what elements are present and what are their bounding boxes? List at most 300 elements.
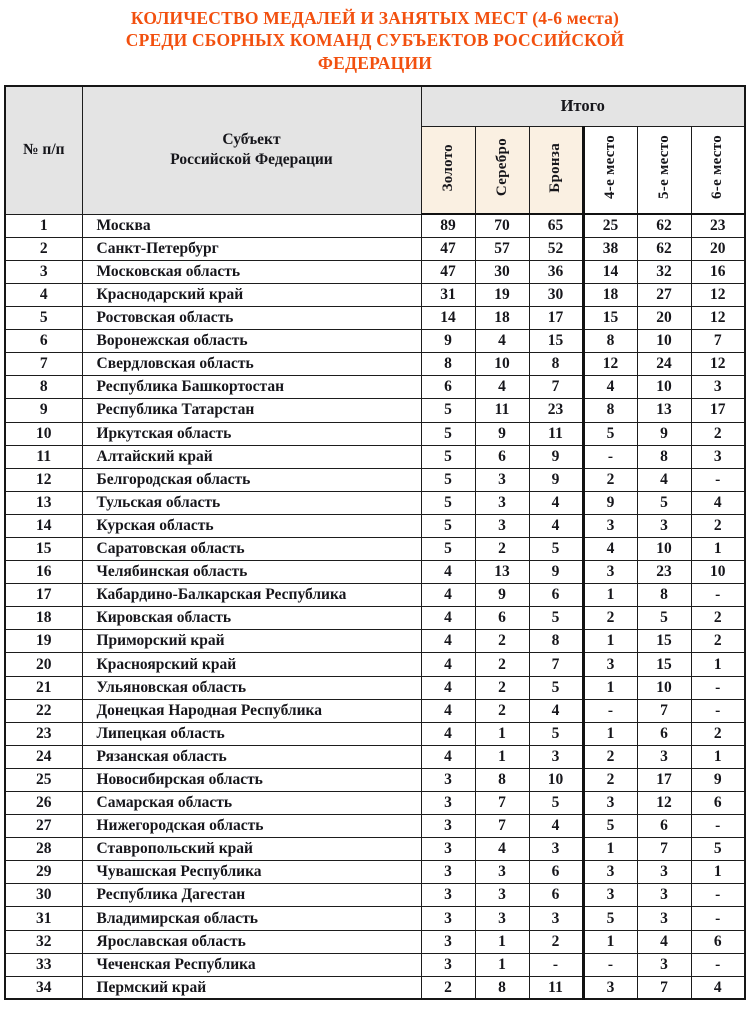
subject-cell: Чеченская Республика xyxy=(82,953,421,976)
place-4-cell: 18 xyxy=(583,283,637,306)
col-header-place-5 xyxy=(637,126,691,214)
row-number-cell: 6 xyxy=(5,330,82,353)
row-number-cell: 15 xyxy=(5,537,82,560)
bronze-cell: 5 xyxy=(529,792,583,815)
subject-cell: Красноярский край xyxy=(82,653,421,676)
table-row xyxy=(5,930,745,953)
silver-cell: 4 xyxy=(475,376,529,399)
col-header-place-6-label: 6-е место xyxy=(709,135,726,200)
row-number-cell: 30 xyxy=(5,884,82,907)
row-number-cell: 31 xyxy=(5,907,82,930)
place-6-cell: 6 xyxy=(691,930,745,953)
subject-cell: Иркутская область xyxy=(82,422,421,445)
place-5-cell: 62 xyxy=(637,237,691,260)
gold-cell: 4 xyxy=(421,745,475,768)
row-number-cell: 3 xyxy=(5,260,82,283)
place-6-cell: 12 xyxy=(691,307,745,330)
place-4-cell: 1 xyxy=(583,676,637,699)
place-4-cell: - xyxy=(583,445,637,468)
table-row xyxy=(5,861,745,884)
col-header-place-5-label: 5-е место xyxy=(655,135,672,200)
place-5-cell: 5 xyxy=(637,491,691,514)
row-number-cell: 11 xyxy=(5,445,82,468)
place-4-cell: 38 xyxy=(583,237,637,260)
silver-cell: 30 xyxy=(475,260,529,283)
gold-cell: 4 xyxy=(421,630,475,653)
table-row xyxy=(5,584,745,607)
subject-cell: Приморский край xyxy=(82,630,421,653)
place-5-cell: 17 xyxy=(637,768,691,791)
place-5-cell: 8 xyxy=(637,445,691,468)
subject-cell: Республика Татарстан xyxy=(82,399,421,422)
subject-cell: Свердловская область xyxy=(82,353,421,376)
subject-cell: Ульяновская область xyxy=(82,676,421,699)
table-row xyxy=(5,214,745,237)
place-6-cell: - xyxy=(691,584,745,607)
subject-cell: Челябинская область xyxy=(82,561,421,584)
gold-cell: 5 xyxy=(421,422,475,445)
row-number-cell: 4 xyxy=(5,283,82,306)
place-6-cell: 1 xyxy=(691,537,745,560)
gold-cell: 5 xyxy=(421,491,475,514)
table-row xyxy=(5,630,745,653)
col-header-bronze xyxy=(529,126,583,214)
gold-cell: 47 xyxy=(421,237,475,260)
gold-cell: 4 xyxy=(421,561,475,584)
table-row xyxy=(5,976,745,999)
row-number-cell: 25 xyxy=(5,768,82,791)
bronze-cell: 4 xyxy=(529,491,583,514)
silver-cell: 2 xyxy=(475,676,529,699)
subject-cell: Ставропольский край xyxy=(82,838,421,861)
subject-cell: Рязанская область xyxy=(82,745,421,768)
place-6-cell: 10 xyxy=(691,561,745,584)
table-row xyxy=(5,260,745,283)
row-number-cell: 7 xyxy=(5,353,82,376)
silver-cell: 13 xyxy=(475,561,529,584)
gold-cell: 5 xyxy=(421,468,475,491)
table-row xyxy=(5,907,745,930)
place-6-cell: 16 xyxy=(691,260,745,283)
place-4-cell: 3 xyxy=(583,561,637,584)
col-header-gold xyxy=(421,126,475,214)
place-5-cell: 27 xyxy=(637,283,691,306)
gold-cell: 4 xyxy=(421,607,475,630)
table-row xyxy=(5,653,745,676)
row-number-cell: 2 xyxy=(5,237,82,260)
bronze-cell: 4 xyxy=(529,699,583,722)
table-row xyxy=(5,676,745,699)
place-4-cell: 2 xyxy=(583,745,637,768)
gold-cell: 3 xyxy=(421,861,475,884)
place-6-cell: - xyxy=(691,699,745,722)
bronze-cell: 6 xyxy=(529,884,583,907)
bronze-cell: 11 xyxy=(529,976,583,999)
place-6-cell: 3 xyxy=(691,376,745,399)
row-number-cell: 22 xyxy=(5,699,82,722)
subject-cell: Чувашская Республика xyxy=(82,861,421,884)
place-4-cell: 1 xyxy=(583,584,637,607)
place-6-cell: 1 xyxy=(691,745,745,768)
table-row xyxy=(5,561,745,584)
bronze-cell: 11 xyxy=(529,422,583,445)
subject-cell: Тульская область xyxy=(82,491,421,514)
gold-cell: 4 xyxy=(421,676,475,699)
table-row xyxy=(5,745,745,768)
place-5-cell: 9 xyxy=(637,422,691,445)
place-5-cell: 32 xyxy=(637,260,691,283)
subject-cell: Донецкая Народная Республика xyxy=(82,699,421,722)
place-5-cell: 8 xyxy=(637,584,691,607)
gold-cell: 3 xyxy=(421,838,475,861)
place-5-cell: 5 xyxy=(637,607,691,630)
place-5-cell: 7 xyxy=(637,838,691,861)
place-4-cell: 8 xyxy=(583,399,637,422)
gold-cell: 5 xyxy=(421,399,475,422)
gold-cell: 3 xyxy=(421,792,475,815)
subject-cell: Санкт-Петербург xyxy=(82,237,421,260)
subject-cell: Нижегородская область xyxy=(82,815,421,838)
silver-cell: 4 xyxy=(475,330,529,353)
row-number-cell: 19 xyxy=(5,630,82,653)
bronze-cell: 3 xyxy=(529,745,583,768)
place-5-cell: 13 xyxy=(637,399,691,422)
silver-cell: 2 xyxy=(475,537,529,560)
bronze-cell: 6 xyxy=(529,584,583,607)
place-6-cell: 2 xyxy=(691,722,745,745)
row-number-cell: 8 xyxy=(5,376,82,399)
table-row xyxy=(5,445,745,468)
table-row xyxy=(5,514,745,537)
place-4-cell: - xyxy=(583,699,637,722)
title-line-1: КОЛИЧЕСТВО МЕДАЛЕЙ И ЗАНЯТЫХ МЕСТ (4-6 места) xyxy=(130,8,620,28)
table-row xyxy=(5,376,745,399)
place-6-cell: 9 xyxy=(691,768,745,791)
place-5-cell: 4 xyxy=(637,468,691,491)
silver-cell: 2 xyxy=(475,653,529,676)
place-4-cell: 14 xyxy=(583,260,637,283)
row-number-cell: 10 xyxy=(5,422,82,445)
bronze-cell: 65 xyxy=(529,214,583,237)
place-6-cell: 20 xyxy=(691,237,745,260)
table-row xyxy=(5,607,745,630)
silver-cell: 1 xyxy=(475,722,529,745)
silver-cell: 18 xyxy=(475,307,529,330)
silver-cell: 8 xyxy=(475,768,529,791)
silver-cell: 1 xyxy=(475,930,529,953)
place-5-cell: 6 xyxy=(637,815,691,838)
subject-cell: Краснодарский край xyxy=(82,283,421,306)
col-header-bronze-label: Бронза xyxy=(547,142,563,193)
place-4-cell: 5 xyxy=(583,815,637,838)
place-6-cell: 6 xyxy=(691,792,745,815)
col-header-place-4 xyxy=(583,126,637,214)
bronze-cell: 3 xyxy=(529,838,583,861)
table-row xyxy=(5,884,745,907)
row-number-cell: 28 xyxy=(5,838,82,861)
bronze-cell: 23 xyxy=(529,399,583,422)
gold-cell: 5 xyxy=(421,537,475,560)
title-line-3: ФЕДЕРАЦИИ xyxy=(317,52,433,73)
place-4-cell: 1 xyxy=(583,930,637,953)
place-4-cell: 2 xyxy=(583,468,637,491)
place-6-cell: 12 xyxy=(691,283,745,306)
gold-cell: 3 xyxy=(421,768,475,791)
place-4-cell: 9 xyxy=(583,491,637,514)
place-5-cell: 6 xyxy=(637,722,691,745)
row-number-cell: 5 xyxy=(5,307,82,330)
place-5-cell: 23 xyxy=(637,561,691,584)
bronze-cell: 8 xyxy=(529,353,583,376)
silver-cell: 3 xyxy=(475,907,529,930)
place-6-cell: 4 xyxy=(691,491,745,514)
col-header-place-6 xyxy=(691,126,745,214)
header-row-top xyxy=(5,86,745,126)
silver-cell: 3 xyxy=(475,514,529,537)
table-row xyxy=(5,838,745,861)
place-6-cell: 1 xyxy=(691,861,745,884)
row-number-cell: 18 xyxy=(5,607,82,630)
gold-cell: 8 xyxy=(421,353,475,376)
bronze-cell: 5 xyxy=(529,537,583,560)
place-4-cell: 3 xyxy=(583,653,637,676)
subject-cell: Белгородская область xyxy=(82,468,421,491)
place-4-cell: 4 xyxy=(583,376,637,399)
bronze-cell: 9 xyxy=(529,445,583,468)
gold-cell: 4 xyxy=(421,699,475,722)
place-6-cell: - xyxy=(691,907,745,930)
place-4-cell: 1 xyxy=(583,838,637,861)
silver-cell: 11 xyxy=(475,399,529,422)
row-number-cell: 33 xyxy=(5,953,82,976)
place-6-cell: - xyxy=(691,953,745,976)
bronze-cell: - xyxy=(529,953,583,976)
subject-cell: Пермский край xyxy=(82,976,421,999)
subject-cell: Московская область xyxy=(82,260,421,283)
col-header-silver xyxy=(475,126,529,214)
place-6-cell: 5 xyxy=(691,838,745,861)
place-4-cell: 3 xyxy=(583,514,637,537)
medals-table xyxy=(4,85,746,1000)
place-4-cell: 3 xyxy=(583,976,637,999)
gold-cell: 9 xyxy=(421,330,475,353)
place-6-cell: 2 xyxy=(691,607,745,630)
gold-cell: 47 xyxy=(421,260,475,283)
place-4-cell: 2 xyxy=(583,768,637,791)
place-5-cell: 4 xyxy=(637,930,691,953)
silver-cell: 4 xyxy=(475,838,529,861)
place-5-cell: 3 xyxy=(637,884,691,907)
place-6-cell: 2 xyxy=(691,514,745,537)
place-5-cell: 10 xyxy=(637,676,691,699)
place-5-cell: 3 xyxy=(637,907,691,930)
place-6-cell: 7 xyxy=(691,330,745,353)
place-6-cell: - xyxy=(691,676,745,699)
row-number-cell: 29 xyxy=(5,861,82,884)
row-number-cell: 1 xyxy=(5,214,82,237)
bronze-cell: 17 xyxy=(529,307,583,330)
place-4-cell: 1 xyxy=(583,630,637,653)
place-4-cell: 25 xyxy=(583,214,637,237)
bronze-cell: 36 xyxy=(529,260,583,283)
gold-cell: 4 xyxy=(421,653,475,676)
place-5-cell: 10 xyxy=(637,376,691,399)
bronze-cell: 7 xyxy=(529,376,583,399)
col-header-subject xyxy=(82,86,421,214)
silver-cell: 1 xyxy=(475,745,529,768)
row-number-cell: 21 xyxy=(5,676,82,699)
table-row xyxy=(5,491,745,514)
place-4-cell: 3 xyxy=(583,792,637,815)
bronze-cell: 5 xyxy=(529,607,583,630)
subject-cell: Самарская область xyxy=(82,792,421,815)
bronze-cell: 7 xyxy=(529,653,583,676)
subject-cell: Республика Башкортостан xyxy=(82,376,421,399)
title-line-2: СРЕДИ СБОРНЫХ КОМАНД СУБЪЕКТОВ РОССИЙСКОЙ xyxy=(125,30,625,51)
row-number-cell: 23 xyxy=(5,722,82,745)
table-row xyxy=(5,237,745,260)
subject-cell: Липецкая область xyxy=(82,722,421,745)
place-6-cell: 1 xyxy=(691,653,745,676)
silver-cell: 57 xyxy=(475,237,529,260)
place-4-cell: 8 xyxy=(583,330,637,353)
gold-cell: 4 xyxy=(421,584,475,607)
row-number-cell: 16 xyxy=(5,561,82,584)
bronze-cell: 5 xyxy=(529,722,583,745)
gold-cell: 3 xyxy=(421,953,475,976)
gold-cell: 3 xyxy=(421,930,475,953)
place-5-cell: 3 xyxy=(637,861,691,884)
gold-cell: 31 xyxy=(421,283,475,306)
subject-cell: Владимирская область xyxy=(82,907,421,930)
row-number-cell: 13 xyxy=(5,491,82,514)
place-6-cell: - xyxy=(691,815,745,838)
bronze-cell: 6 xyxy=(529,861,583,884)
place-5-cell: 3 xyxy=(637,745,691,768)
col-header-place-4-label: 4-е место xyxy=(602,135,618,200)
place-4-cell: 3 xyxy=(583,884,637,907)
place-5-cell: 12 xyxy=(637,792,691,815)
bronze-cell: 4 xyxy=(529,815,583,838)
silver-cell: 3 xyxy=(475,491,529,514)
place-5-cell: 15 xyxy=(637,653,691,676)
subject-cell: Воронежская область xyxy=(82,330,421,353)
place-6-cell: 4 xyxy=(691,976,745,999)
subject-cell: Саратовская область xyxy=(82,537,421,560)
place-4-cell: 4 xyxy=(583,537,637,560)
subject-cell: Ярославская область xyxy=(82,930,421,953)
subject-cell: Курская область xyxy=(82,514,421,537)
place-5-cell: 62 xyxy=(637,214,691,237)
silver-cell: 2 xyxy=(475,699,529,722)
row-number-cell: 9 xyxy=(5,399,82,422)
bronze-cell: 9 xyxy=(529,468,583,491)
place-5-cell: 3 xyxy=(637,953,691,976)
silver-cell: 9 xyxy=(475,584,529,607)
row-number-cell: 34 xyxy=(5,976,82,999)
subject-cell: Новосибирская область xyxy=(82,768,421,791)
gold-cell: 89 xyxy=(421,214,475,237)
table-row xyxy=(5,953,745,976)
silver-cell: 7 xyxy=(475,792,529,815)
place-4-cell: 1 xyxy=(583,722,637,745)
silver-cell: 9 xyxy=(475,422,529,445)
table-header xyxy=(5,86,745,214)
bronze-cell: 5 xyxy=(529,676,583,699)
place-4-cell: 15 xyxy=(583,307,637,330)
place-6-cell: 23 xyxy=(691,214,745,237)
place-5-cell: 10 xyxy=(637,537,691,560)
table-row xyxy=(5,399,745,422)
place-4-cell: - xyxy=(583,953,637,976)
bronze-cell: 15 xyxy=(529,330,583,353)
table-row xyxy=(5,537,745,560)
place-6-cell: 3 xyxy=(691,445,745,468)
bronze-cell: 4 xyxy=(529,514,583,537)
gold-cell: 3 xyxy=(421,815,475,838)
col-header-silver-label: Серебро xyxy=(493,138,510,197)
row-number-cell: 14 xyxy=(5,514,82,537)
row-number-cell: 17 xyxy=(5,584,82,607)
row-number-cell: 20 xyxy=(5,653,82,676)
row-number-cell: 32 xyxy=(5,930,82,953)
silver-cell: 19 xyxy=(475,283,529,306)
col-header-num: № п/п xyxy=(5,86,82,214)
bronze-cell: 8 xyxy=(529,630,583,653)
silver-cell: 1 xyxy=(475,953,529,976)
col-header-gold-label: Золото xyxy=(439,143,456,192)
table-row xyxy=(5,283,745,306)
silver-cell: 6 xyxy=(475,445,529,468)
place-5-cell: 24 xyxy=(637,353,691,376)
bronze-cell: 2 xyxy=(529,930,583,953)
silver-cell: 7 xyxy=(475,815,529,838)
gold-cell: 3 xyxy=(421,884,475,907)
place-5-cell: 3 xyxy=(637,514,691,537)
place-6-cell: 12 xyxy=(691,353,745,376)
bronze-cell: 52 xyxy=(529,237,583,260)
table-row xyxy=(5,468,745,491)
table-row xyxy=(5,722,745,745)
row-number-cell: 27 xyxy=(5,815,82,838)
place-6-cell: 2 xyxy=(691,630,745,653)
row-number-cell: 26 xyxy=(5,792,82,815)
place-4-cell: 5 xyxy=(583,907,637,930)
table-row xyxy=(5,699,745,722)
bronze-cell: 3 xyxy=(529,907,583,930)
gold-cell: 6 xyxy=(421,376,475,399)
place-6-cell: - xyxy=(691,884,745,907)
silver-cell: 3 xyxy=(475,468,529,491)
table-row xyxy=(5,792,745,815)
silver-cell: 8 xyxy=(475,976,529,999)
row-number-cell: 12 xyxy=(5,468,82,491)
subject-cell: Республика Дагестан xyxy=(82,884,421,907)
place-6-cell: 17 xyxy=(691,399,745,422)
table-body xyxy=(5,214,745,999)
subject-cell: Москва xyxy=(82,214,421,237)
place-4-cell: 5 xyxy=(583,422,637,445)
bronze-cell: 30 xyxy=(529,283,583,306)
place-5-cell: 7 xyxy=(637,699,691,722)
table-row xyxy=(5,353,745,376)
subject-cell: Кировская область xyxy=(82,607,421,630)
place-4-cell: 3 xyxy=(583,861,637,884)
table-row xyxy=(5,422,745,445)
gold-cell: 5 xyxy=(421,445,475,468)
col-header-subject-line2: Российской Федерации xyxy=(170,151,333,169)
silver-cell: 2 xyxy=(475,630,529,653)
